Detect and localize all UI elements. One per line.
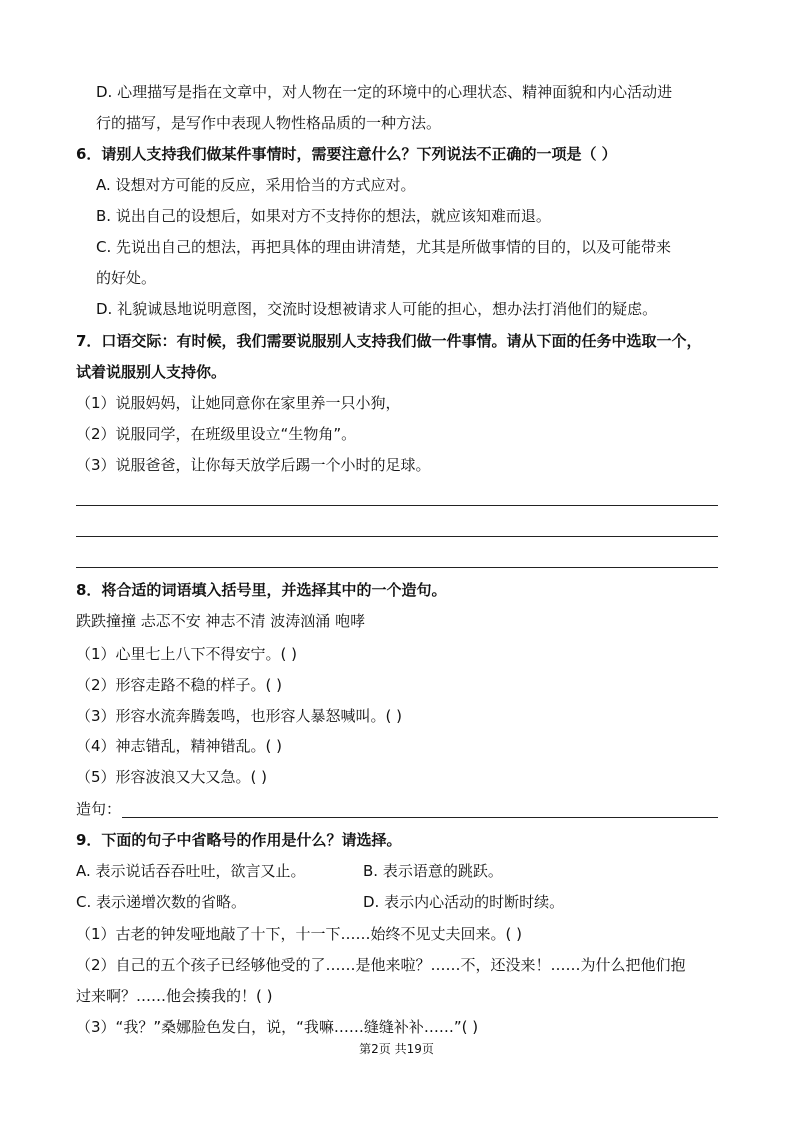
q6-option-a: A. 设想对方可能的反应，采用恰当的方式应对。 bbox=[96, 176, 416, 194]
question-9-title: 9．下面的句子中省略号的作用是什么？请选择。 bbox=[76, 831, 402, 849]
q8-item-5: （5）形容波浪又大又急。( ) bbox=[76, 768, 268, 786]
q9-sentence-2-line2: 过来啊？……他会揍我的！( ) bbox=[76, 987, 273, 1005]
q9-sentence-2-line1: （2）自己的五个孩子已经够他受的了……是他来啦？……不，还没来！……为什么把他们抱 bbox=[76, 956, 686, 974]
q9-option-a: A. 表示说话吞吞吐吐，欲言又止。 bbox=[76, 862, 306, 880]
q9-sentence-1: （1）古老的钟发哑地敲了十下，十一下……始终不见丈夫回来。( ) bbox=[76, 925, 523, 943]
page-footer: 第2页 共19页 bbox=[359, 1042, 434, 1056]
q9-sentence-3: （3）“我？”桑娜脸色发白，说，“我嘛……缝缝补补……”( ) bbox=[76, 1018, 479, 1036]
question-6-title: 6．请别人支持我们做某件事情时，需要注意什么？下列说法不正确的一项是（ ） bbox=[76, 145, 617, 163]
answer-line-3[interactable] bbox=[76, 567, 718, 568]
q8-sentence-label: 造句： bbox=[76, 800, 122, 818]
q7-task-1: （1）说服妈妈，让她同意你在家里养一只小狗， bbox=[76, 394, 401, 412]
question-7-title-line1: 7．口语交际：有时候，我们需要说服别人支持我们做一件事情。请从下面的任务中选取一个， bbox=[76, 332, 702, 350]
q7-task-2: （2）说服同学，在班级里设立“生物角”。 bbox=[76, 425, 357, 443]
sentence-answer-line[interactable] bbox=[122, 817, 718, 818]
q5-option-d-line1: D. 心理描写是指在文章中，对人物在一定的环境中的心理状态、精神面貌和内心活动进 bbox=[96, 83, 673, 101]
q8-item-4: （4）神志错乱，精神错乱。( ) bbox=[76, 737, 283, 755]
q6-option-c-line2: 的好处。 bbox=[96, 269, 157, 287]
q9-option-b: B. 表示语意的跳跃。 bbox=[363, 862, 503, 880]
q8-item-3: （3）形容水流奔腾轰鸣，也形容人暴怒喊叫。( ) bbox=[76, 707, 403, 725]
q8-item-1: （1）心里七上八下不得安宁。( ) bbox=[76, 645, 298, 663]
q7-task-3: （3）说服爸爸，让你每天放学后踢一个小时的足球。 bbox=[76, 456, 431, 474]
answer-line-2[interactable] bbox=[76, 536, 718, 537]
q8-item-2: （2）形容走路不稳的样子。( ) bbox=[76, 676, 283, 694]
q9-option-c: C. 表示递增次数的省略。 bbox=[76, 893, 247, 911]
q6-option-b: B. 说出自己的设想后，如果对方不支持你的想法，就应该知难而退。 bbox=[96, 207, 551, 225]
q8-word-bank: 跌跌撞撞 忐忑不安 神志不清 波涛汹涌 咆哮 bbox=[76, 612, 366, 630]
answer-line-1[interactable] bbox=[76, 505, 718, 506]
question-8-title: 8．将合适的词语填入括号里，并选择其中的一个造句。 bbox=[76, 581, 447, 599]
q9-option-d: D. 表示内心活动的时断时续。 bbox=[363, 893, 565, 911]
question-7-title-line2: 试着说服别人支持你。 bbox=[76, 363, 227, 381]
q6-option-d: D. 礼貌诚恳地说明意图，交流时设想被请求人可能的担心，想办法打消他们的疑虑。 bbox=[96, 300, 658, 318]
q6-option-c-line1: C. 先说出自己的想法，再把具体的理由讲清楚，尤其是所做事情的目的，以及可能带来 bbox=[96, 238, 672, 256]
q5-option-d-line2: 行的描写，是写作中表现人物性格品质的一种方法。 bbox=[96, 114, 442, 132]
